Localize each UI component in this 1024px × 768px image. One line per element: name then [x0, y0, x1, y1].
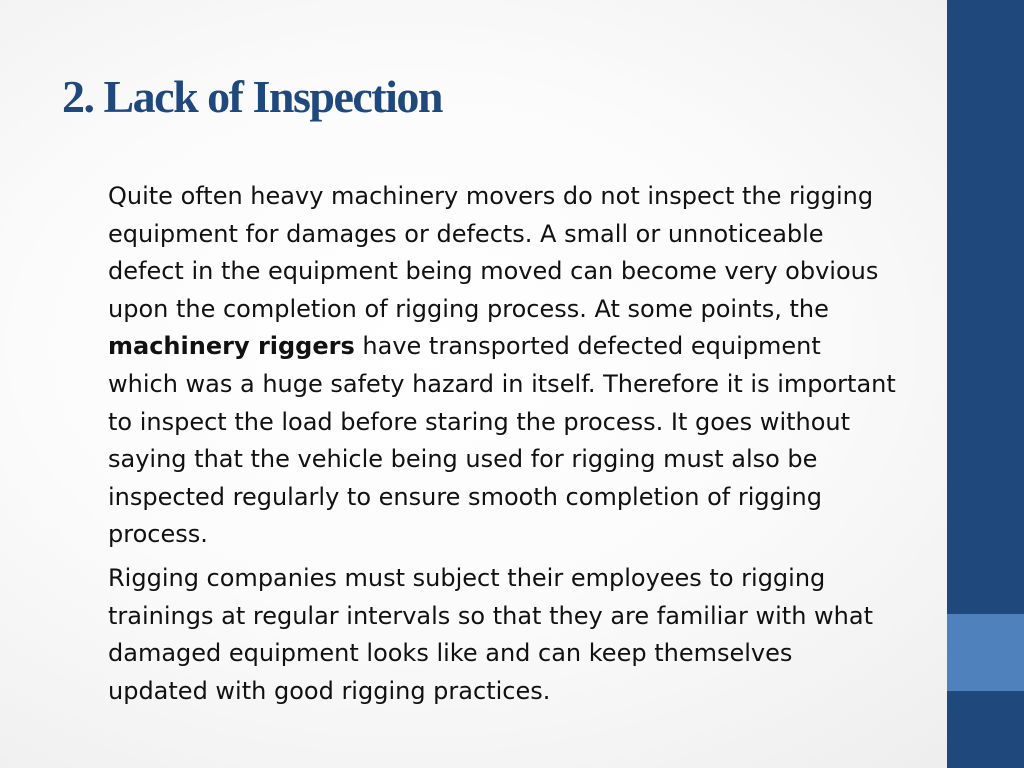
paragraph-1-text-end: have transported defected equipment which was a huge safety hazard in itself. Therefore it is important to inspect the load before staring the process. It goes without saying that the vehicle being used for rigging must also be inspected regularly to ensure smooth completion of rigging process.	[108, 332, 896, 549]
decorative-side-accent-block	[947, 614, 1024, 691]
paragraph-1-text-start: Quite often heavy machinery movers do not inspect the rigging equipment for damages or defects. A small or unnoticeable defect in the equipment being moved can become very obvious upon the completion of rigging process. At some points, the	[108, 182, 879, 323]
bold-phrase-machinery-riggers: machinery riggers	[108, 332, 355, 361]
slide-body	[108, 178, 898, 716]
body-paragraph-2: Rigging companies must subject their employees to rigging trainings at regular intervals so that they are familiar with what damaged equipment looks like and can keep themselves updated with good rigging practices.	[108, 563, 873, 705]
slide-title: 2. Lack of Inspection	[62, 71, 442, 122]
body-paragraph-1	[108, 178, 898, 554]
